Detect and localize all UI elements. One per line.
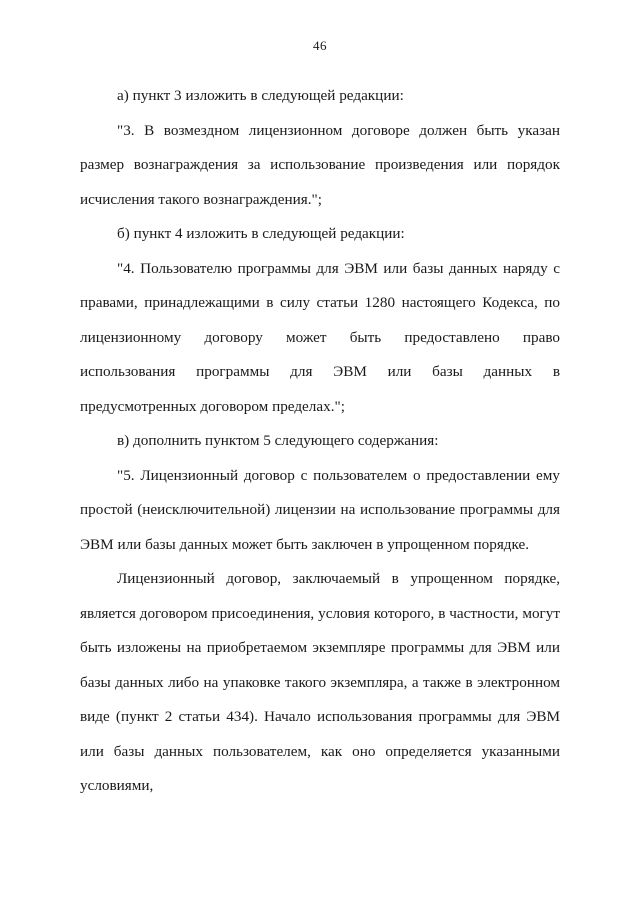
paragraph-clause-4: "4. Пользователю программы для ЭВМ или базы данных наряду с правами, принадлежащими в силу статьи 1280 настоящего Кодекса, по лицензионному договору может быть предоставлено право использования программы для ЭВМ или базы данных в предусмотренных договором пределах."; [80,259,560,415]
paragraph-clause-5-continued: Лицензионный договор, заключаемый в упрощенном порядке, является договором присоединения, условия которого, в частности, могут быть изложены на приобретаемом экземпляре программы для ЭВМ или базы данных либо на упаковке такого экземпляра, а также в электронном виде (пункт 2 статьи 434). Начало использования программы для ЭВМ или базы данных пользователем, как оно определяется указанными условиями, [80,570,560,794]
paragraph-clause-3: "3. В возмездном лицензионном договоре должен быть указан размер вознаграждения за использование произведения или порядок исчисления такого вознаграждения."; [80,121,560,208]
paragraph-item-b-header: б) пункт 4 изложить в следующей редакции: [117,225,405,242]
paragraph-clause-5: "5. Лицензионный договор с пользователем о предоставлении ему простой (неисключительной) лицензии на использование программы для ЭВМ или базы данных может быть заключен в упрощенном порядке. [80,466,560,553]
document-page [80,0,560,905]
page-number: 46 [313,38,327,53]
document-body [80,79,560,804]
paragraph-item-a-header: а) пункт 3 изложить в следующей редакции: [117,87,404,104]
paragraph-item-v-header: в) дополнить пунктом 5 следующего содержания: [117,432,439,449]
